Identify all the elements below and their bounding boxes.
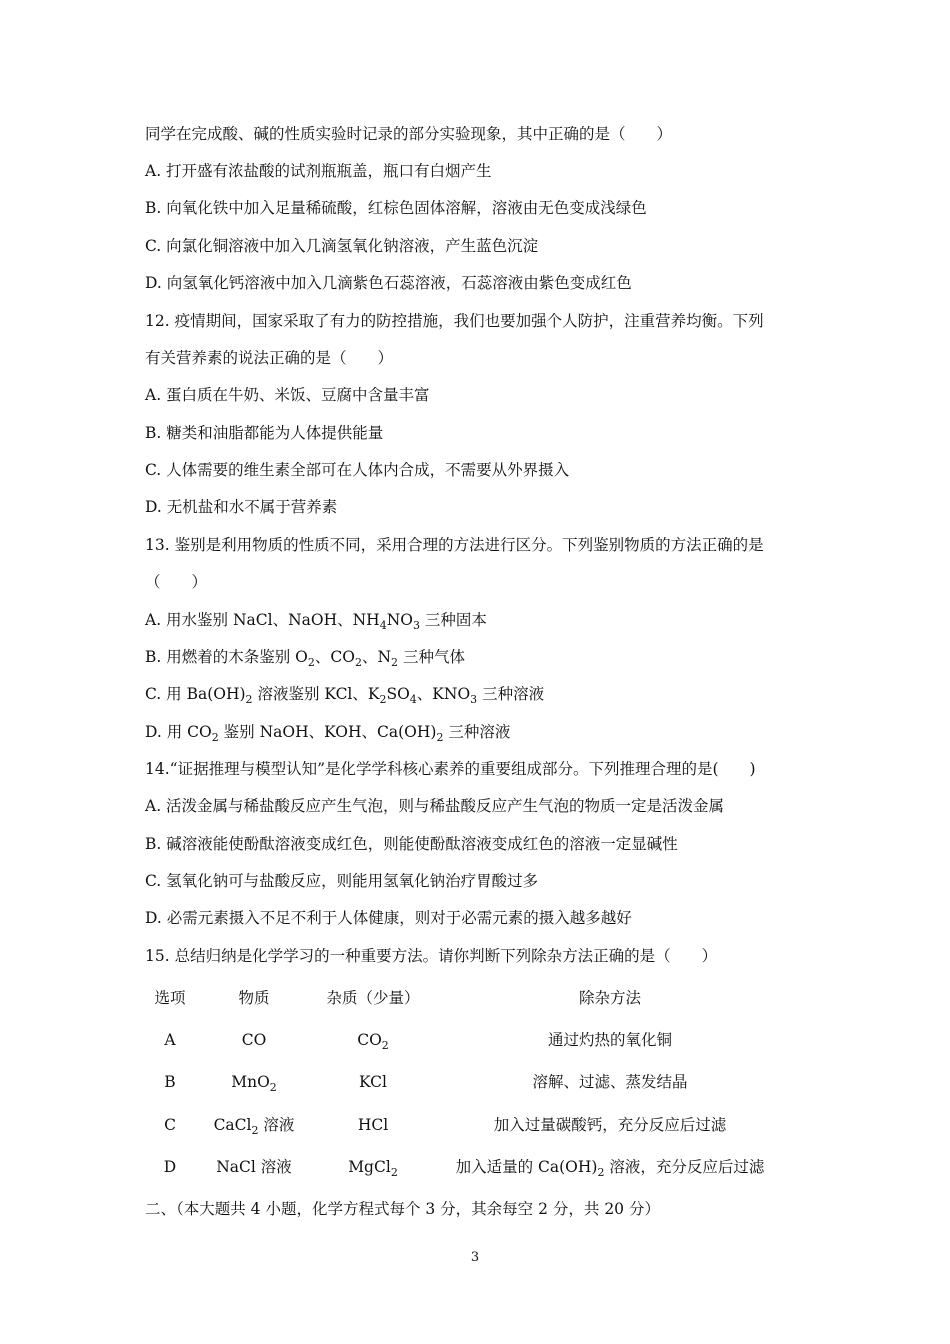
table-row-a-method: 通过灼热的氧化铜 xyxy=(547,1031,672,1049)
table-row-d-substance: NaCl 溶液 xyxy=(216,1158,292,1176)
table-row-b-option: B xyxy=(164,1073,176,1091)
table-row-c-method: 加入过量碳酸钙，充分反应后过滤 xyxy=(493,1116,727,1134)
table-header-impurity: 杂质（少量） xyxy=(326,989,420,1007)
q15-stem: 15. 总结归纳是化学学习的一种重要方法。请你判断下列除杂方法正确的是（ ） xyxy=(145,947,718,965)
q13-option-c: C. 用 $Ba(OH)_2$ 溶液鉴别 KCl、$K_2SO_4$、$KNO_3$ 三种溶液 xyxy=(145,685,545,706)
table-row-c-substance: CaCl$_2$ 溶液 xyxy=(213,1116,295,1137)
q12-stem-line2: 有关营养素的说法正确的是（ ） xyxy=(145,349,394,367)
q12-stem-line1: 12. 疫情期间，国家采取了有力的防控措施，我们也要加强个人防护，注重营养均衡。下列 xyxy=(145,312,764,330)
page-number: 3 xyxy=(470,1250,480,1265)
q11-option-b: B. 向氧化铁中加入足量稀硫酸，红棕色固体溶解，溶液由无色变成浅绿色 xyxy=(145,199,647,217)
table-row-b-substance: MnO$_2$ xyxy=(231,1073,277,1094)
table-row-c-impurity: HCl xyxy=(357,1116,389,1134)
q12-option-b: B. 糖类和油脂都能为人体提供能量 xyxy=(145,424,384,442)
table-header-option: 选项 xyxy=(154,989,186,1007)
q14-stem: 14.“证据推理与模型认知”是化学学科核心素养的重要组成部分。下列推理合理的是( ) xyxy=(145,760,756,778)
q14-option-c: C. 氢氧化钠可与盐酸反应，则能用氢氧化钠治疗胃酸过多 xyxy=(145,872,539,890)
table-row-d-impurity: MgCl$_2$ xyxy=(348,1158,398,1179)
table-header-method: 除杂方法 xyxy=(578,989,641,1007)
q14-option-b: B. 碱溶液能使酚酞溶液变成红色，则能使酚酞溶液变成红色的溶液一定显碱性 xyxy=(145,835,678,853)
q11-option-d: D. 向氢氧化钙溶液中加入几滴紫色石蕊溶液，石蕊溶液由紫色变成红色 xyxy=(145,274,632,292)
table-row-b-impurity: KCl xyxy=(359,1073,387,1091)
q11-stem: 同学在完成酸、碱的性质实验时记录的部分实验现象，其中正确的是（ ） xyxy=(145,125,673,143)
q14-option-a: A. 活泼金属与稀盐酸反应产生气泡，则与稀盐酸反应产生气泡的物质一定是活泼金属 xyxy=(145,797,725,815)
q13-option-d: D. 用 $CO_2$ 鉴别 NaOH、KOH、$Ca(OH)_2$ 三种溶液 xyxy=(145,723,511,744)
table-row-a-substance: CO xyxy=(241,1031,267,1049)
q13-stem-line1: 13. 鉴别是利用物质的性质不同，采用合理的方法进行区分。下列鉴别物质的方法正确的是 xyxy=(145,536,764,554)
table-header-substance: 物质 xyxy=(238,989,270,1007)
q11-option-c: C. 向氯化铜溶液中加入几滴氢氧化钠溶液，产生蓝色沉淀 xyxy=(145,237,539,255)
table-row-a-option: A xyxy=(164,1031,176,1049)
q13-stem-line2: （ ） xyxy=(145,573,208,591)
q12-option-c: C. 人体需要的维生素全部可在人体内合成，不需要从外界摄入 xyxy=(145,461,570,479)
table-row-c-option: C xyxy=(164,1116,176,1134)
q13-option-a: A. 用水鉴别 NaCl、NaOH、$NH_4NO_3$ 三种固本 xyxy=(145,611,487,632)
q12-option-d: D. 无机盐和水不属于营养素 xyxy=(145,498,338,516)
section-2-heading: 二、（本大题共 4 小题，化学方程式每个 3 分，其余每空 2 分，共 20 分） xyxy=(145,1200,660,1218)
table-row-d-method: 加入适量的 $Ca(OH)_2$ 溶液，充分反应后过滤 xyxy=(455,1158,765,1179)
table-row-d-option: D xyxy=(163,1158,177,1176)
q11-option-a: A. 打开盛有浓盐酸的试剂瓶瓶盖，瓶口有白烟产生 xyxy=(145,162,492,180)
table-row-a-impurity: $CO_2$ xyxy=(357,1031,389,1052)
q13-option-b: B. 用燃着的木条鉴别 $O_2$、$CO_2$、$N_2$ 三种气体 xyxy=(145,648,465,669)
q12-option-a: A. 蛋白质在牛奶、米饭、豆腐中含量丰富 xyxy=(145,386,430,404)
table-row-b-method: 溶解、过滤、蒸发结晶 xyxy=(532,1073,688,1091)
q14-option-d: D. 必需元素摄入不足不利于人体健康，则对于必需元素的摄入越多越好 xyxy=(145,909,632,927)
